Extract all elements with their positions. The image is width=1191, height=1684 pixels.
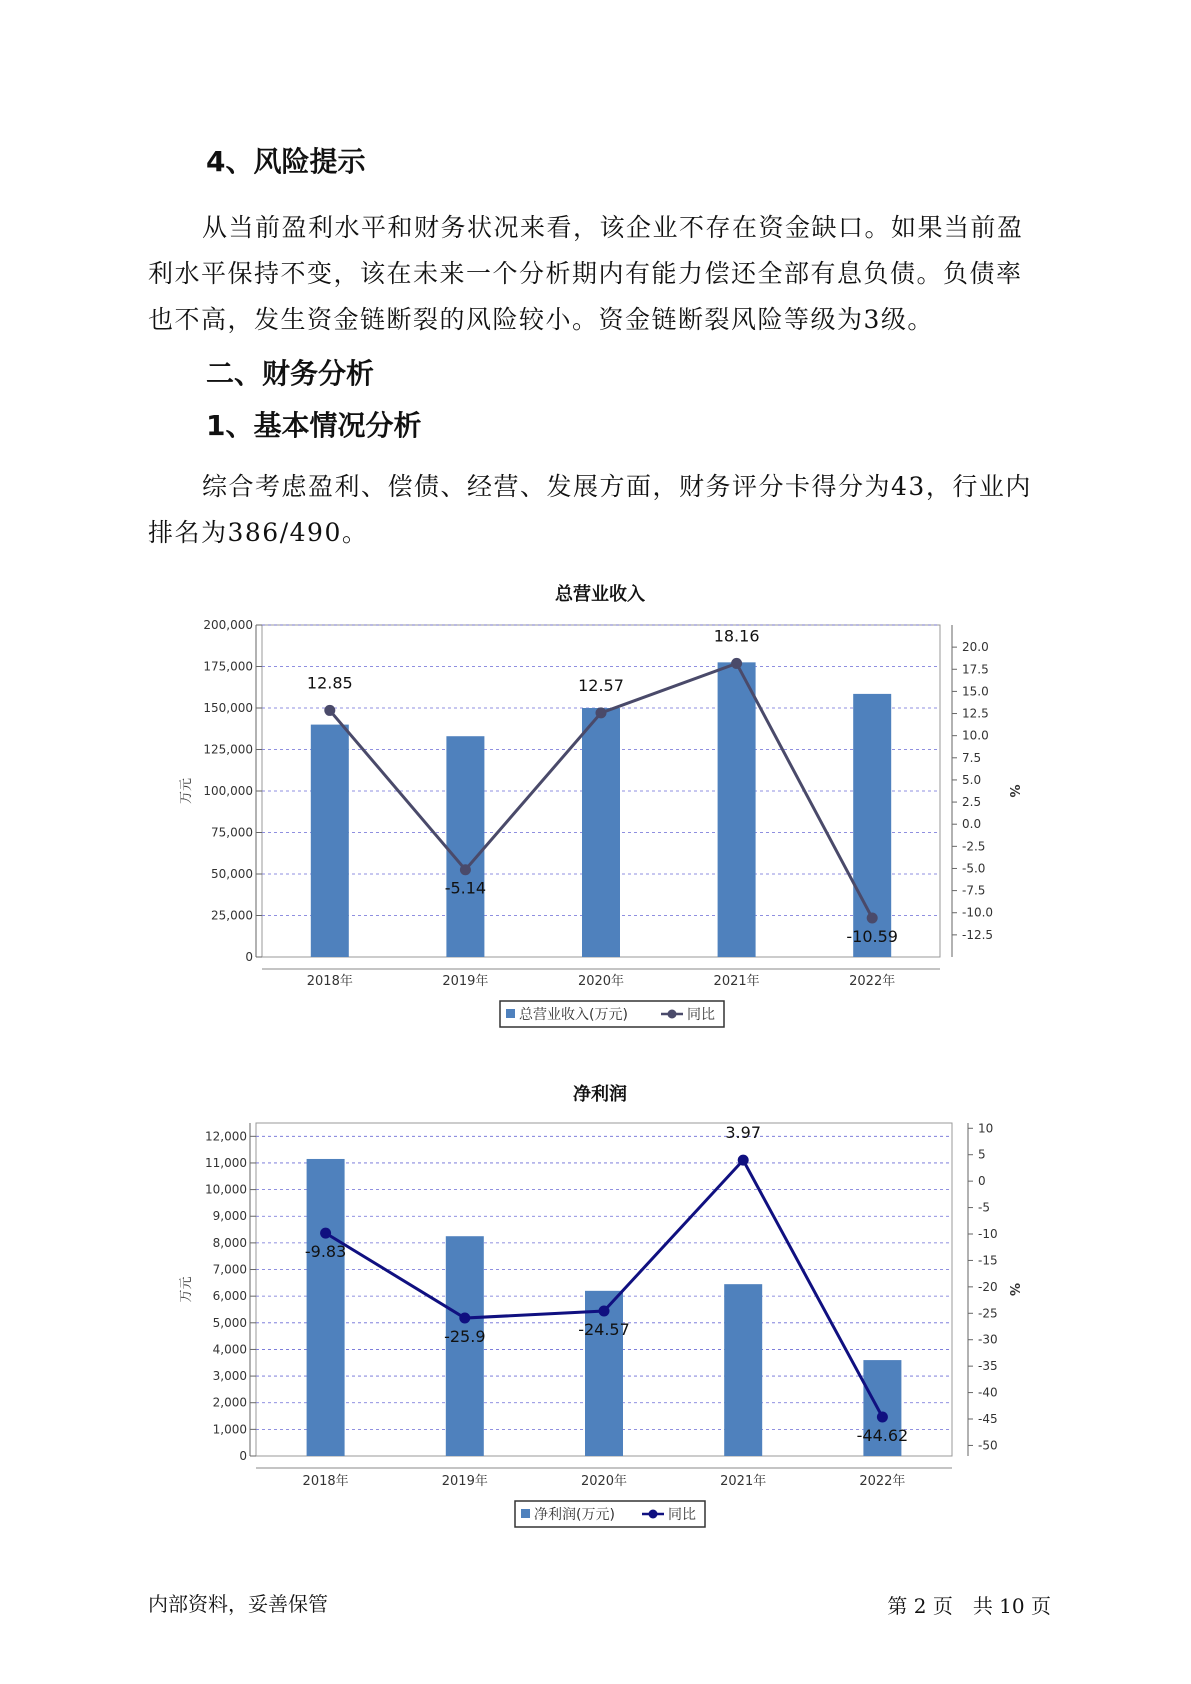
- bar: [446, 1236, 484, 1456]
- yoy-point: [867, 912, 878, 923]
- x-tick-label: 2018年: [302, 1474, 349, 1489]
- bar: [718, 662, 756, 957]
- yoy-data-label: 12.57: [578, 675, 624, 695]
- y2-tick-label: 5.0: [962, 772, 982, 787]
- y2-tick-label: -30: [978, 1332, 998, 1347]
- risk-paragraph-text: 从当前盈利水平和财务状况来看，该企业不存在资金缺口。如果当前盈利水平保持不变，该在未来一个分析期内有能力偿还全部有息负债。负债率也不高，发生资金链断裂的风险较小。资金链断裂风险等级为3级。: [148, 213, 1024, 334]
- yoy-point: [599, 1306, 610, 1317]
- y-tick-label: 0: [239, 1449, 247, 1463]
- legend-bar-label: 净利润(万元): [534, 1507, 615, 1523]
- yoy-data-label: -9.83: [304, 1242, 347, 1262]
- yoy-point: [320, 1228, 331, 1239]
- y2-tick-label: -40: [978, 1385, 998, 1400]
- legend-bar-swatch: [521, 1509, 530, 1518]
- heading-basic-analysis: 1、基本情况分析: [206, 409, 422, 442]
- paragraph-risk-warning: [148, 205, 1048, 343]
- x-tick-label: 2022年: [859, 1474, 906, 1489]
- y2-axis-label: %: [1006, 784, 1021, 798]
- y-tick-label: 5,000: [212, 1315, 247, 1330]
- yoy-data-label: 12.85: [306, 673, 353, 693]
- legend-line-marker: [649, 1510, 658, 1519]
- yoy-data-label: 18.16: [713, 626, 760, 646]
- y-tick-label: 3,000: [212, 1369, 247, 1384]
- net-profit-chart: [0, 1075, 1191, 1539]
- y-tick-label: 12,000: [205, 1129, 247, 1144]
- y2-tick-label: 0.0: [962, 817, 982, 832]
- x-tick-label: 2018年: [306, 974, 353, 989]
- yoy-point: [324, 705, 335, 716]
- bar: [311, 725, 349, 957]
- y-tick-label: 50,000: [211, 867, 253, 881]
- legend-bar-swatch: [506, 1009, 515, 1018]
- x-tick-label: 2019年: [441, 1474, 488, 1489]
- yoy-data-label: -10.59: [846, 926, 898, 946]
- y-tick-label: 2,000: [212, 1395, 247, 1410]
- y-tick-label: 9,000: [212, 1209, 247, 1224]
- x-tick-label: 2020年: [577, 974, 625, 989]
- y-tick-label: 75,000: [211, 825, 253, 840]
- legend-line-label: 同比: [668, 1507, 696, 1523]
- y2-axis-label: %: [1006, 1282, 1021, 1297]
- revenue-chart: [0, 575, 1191, 1034]
- x-tick-label: 2020年: [580, 1474, 628, 1489]
- heading-risk-warning: 4、风险提示: [206, 145, 366, 178]
- yoy-data-label: -24.57: [578, 1320, 630, 1340]
- basic-paragraph-text: 综合考虑盈利、偿债、经营、发展方面，财务评分卡得分为43，行业内排名为386/490。: [148, 472, 1032, 547]
- legend-line-label: 同比: [687, 1007, 715, 1023]
- footer-page-number: 第 2 页 共 10 页: [887, 1594, 1051, 1618]
- yoy-point: [459, 1313, 470, 1324]
- y2-tick-label: -50: [978, 1438, 998, 1453]
- y2-tick-label: -10.0: [962, 905, 994, 920]
- y-tick-label: 100,000: [203, 784, 253, 798]
- yoy-data-label: 3.97: [725, 1123, 762, 1143]
- yoy-data-label: -25.9: [444, 1327, 486, 1347]
- y-tick-label: 6,000: [212, 1289, 247, 1304]
- revenue-chart-svg: [0, 575, 1191, 1030]
- y-tick-label: 10,000: [205, 1182, 247, 1197]
- y2-tick-label: 10: [978, 1121, 994, 1136]
- yoy-data-label: -44.62: [856, 1425, 909, 1445]
- y2-tick-label: 20.0: [962, 640, 989, 655]
- y2-tick-label: -7.5: [962, 883, 986, 898]
- legend-bar-label: 总营业收入(万元): [519, 1007, 628, 1023]
- y-tick-label: 1,000: [212, 1422, 247, 1437]
- y2-tick-label: 2.5: [962, 795, 982, 810]
- y-tick-label: 150,000: [203, 701, 253, 715]
- x-tick-label: 2019年: [442, 974, 489, 989]
- footer-confidential-note: 内部资料，妥善保管: [148, 1592, 328, 1616]
- bar: [724, 1284, 762, 1456]
- y-axis-label: 万元: [179, 1276, 194, 1303]
- heading-financial-analysis: 二、财务分析: [206, 357, 375, 390]
- x-tick-label: 2022年: [849, 974, 896, 989]
- y2-tick-label: -15: [978, 1253, 998, 1268]
- y2-tick-label: -12.5: [962, 927, 994, 942]
- bar: [304, 1159, 347, 1456]
- y2-tick-label: 7.5: [962, 750, 982, 765]
- y2-tick-label: 5: [978, 1147, 986, 1162]
- y2-tick-label: 17.5: [962, 662, 989, 677]
- y2-tick-label: -45: [978, 1412, 998, 1426]
- y-tick-label: 8,000: [212, 1235, 247, 1250]
- bar: [444, 736, 487, 957]
- x-tick-label: 2021年: [713, 974, 760, 989]
- chart-title: 总营业收入: [555, 584, 645, 605]
- y-tick-label: 125,000: [203, 742, 253, 757]
- x-tick-label: 2021年: [720, 1474, 767, 1489]
- y-tick-label: 0: [245, 950, 253, 964]
- y-tick-label: 11,000: [205, 1155, 247, 1170]
- y2-tick-label: -20: [978, 1279, 998, 1294]
- yoy-data-label: -5.14: [444, 878, 487, 898]
- y-tick-label: 25,000: [211, 908, 253, 923]
- y2-tick-label: -35: [978, 1359, 998, 1374]
- y2-tick-label: 0: [978, 1174, 986, 1189]
- y2-tick-label: 12.5: [962, 706, 989, 721]
- bar: [582, 708, 620, 957]
- y2-tick-label: 15.0: [962, 684, 989, 699]
- yoy-point: [877, 1411, 888, 1422]
- legend-line-marker: [668, 1010, 677, 1019]
- y2-tick-label: -5.0: [962, 861, 986, 876]
- y-axis-label: 万元: [179, 777, 194, 805]
- yoy-point: [596, 707, 607, 718]
- y2-tick-label: -25: [978, 1306, 998, 1321]
- net-profit-chart-svg: [0, 1075, 1191, 1535]
- yoy-point: [738, 1155, 749, 1166]
- y2-tick-label: -2.5: [962, 839, 986, 854]
- yoy-point: [460, 864, 471, 875]
- y-tick-label: 4,000: [212, 1342, 247, 1357]
- y2-tick-label: 10.0: [962, 728, 989, 743]
- y-tick-label: 7,000: [212, 1262, 247, 1277]
- y-tick-label: 175,000: [203, 659, 253, 674]
- y2-tick-label: -5: [978, 1200, 990, 1215]
- yoy-point: [731, 658, 742, 669]
- y2-tick-label: -10: [978, 1227, 998, 1241]
- paragraph-basic-analysis: [148, 464, 1048, 556]
- y-tick-label: 200,000: [203, 618, 253, 632]
- chart-title: 净利润: [573, 1084, 627, 1105]
